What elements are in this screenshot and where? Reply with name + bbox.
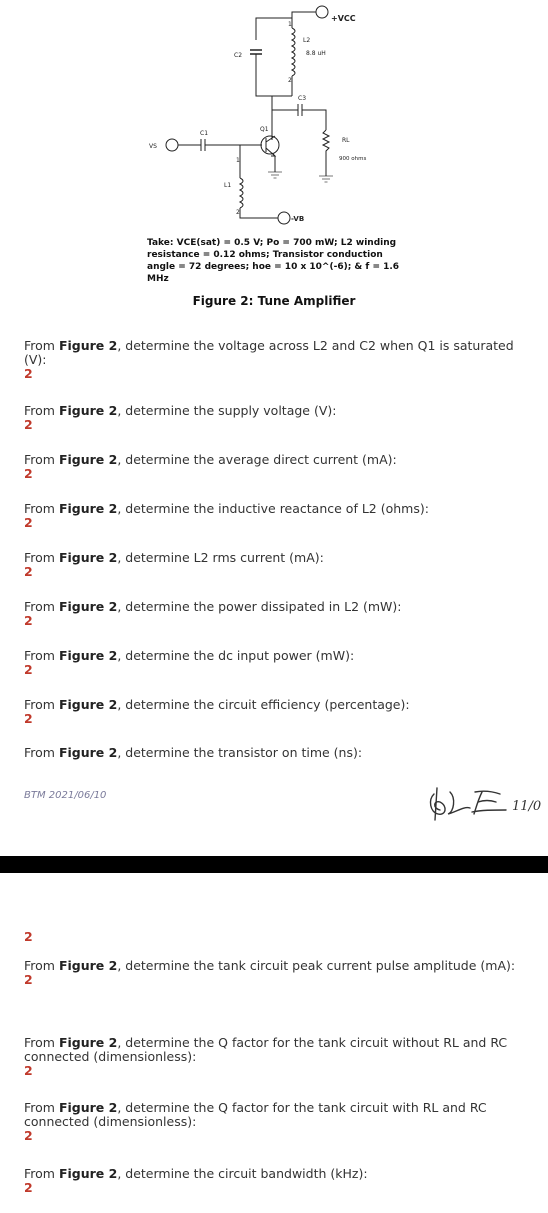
answer-value: 2 <box>24 466 33 481</box>
answer-value: 2 <box>24 662 33 677</box>
date-stamp: BTM 2021/06/10 <box>24 790 107 801</box>
vs-label: VS <box>149 143 157 150</box>
question-item: From Figure 2, determine the inductive reactance of L2 (ohms): 2 <box>24 502 530 529</box>
answer-value: 2 <box>24 711 33 726</box>
given-values: Take: VCE(sat) = 0.5 V; Po = 700 mW; L2 winding resistance = 0.12 ohms; Transistor conduction angle = 72 degrees; hoe = 10 x 10^(-6); & f = 1.6 MHz <box>147 238 400 284</box>
section-divider <box>0 856 548 873</box>
answer-value: 2 <box>24 929 33 944</box>
answer-value: 2 <box>24 972 33 987</box>
l2-value: 8.8 uH <box>306 50 326 57</box>
answer-value: 2 <box>24 613 33 628</box>
figure-caption: Figure 2: Tune Amplifier <box>192 294 356 308</box>
answer-value: 2 <box>24 1128 33 1143</box>
question-item: From Figure 2, determine the Q factor for the tank circuit without RL and RC connected (dimensionless): 2 <box>24 1036 530 1077</box>
vcc-label: +VCC <box>331 14 356 23</box>
l1-label: L1 <box>224 182 232 189</box>
c3-label: C3 <box>298 95 307 102</box>
l1-pin2: 2 <box>236 209 240 216</box>
answer-value: 2 <box>24 1180 33 1195</box>
rl-label: RL <box>342 137 350 144</box>
question-item: From Figure 2, determine the dc input power (mW): 2 <box>24 649 530 676</box>
l1-pin1: 1 <box>236 157 240 164</box>
vb-terminal <box>278 212 290 224</box>
l2-pin1: 1 <box>288 21 292 28</box>
answer-value: 2 <box>24 515 33 530</box>
vcc-terminal <box>316 6 328 18</box>
question-item: From Figure 2, determine L2 rms current (mA): 2 <box>24 551 530 578</box>
question-item: From Figure 2, determine the supply voltage (V): 2 <box>24 404 530 431</box>
c2-label: C2 <box>234 52 243 59</box>
answer-value: 2 <box>24 366 33 381</box>
answer-value: 2 <box>24 564 33 579</box>
l2-pin2: 2 <box>288 77 292 84</box>
question-item: From Figure 2, determine the transistor on time (ns): <box>24 745 363 760</box>
answer-value: 2 <box>24 417 33 432</box>
vb-label: -VB <box>291 215 305 223</box>
handwritten-signature <box>420 778 545 828</box>
question-item: From Figure 2, determine the tank circuit peak current pulse amplitude (mA): 2 <box>24 959 530 986</box>
q1-label: Q1 <box>260 126 269 133</box>
question-item: From Figure 2, determine the circuit bandwidth (kHz): 2 <box>24 1167 530 1194</box>
circuit-diagram <box>0 0 548 230</box>
rl-value: 900 ohms <box>339 156 367 162</box>
question-item: From Figure 2, determine the Q factor for the tank circuit with RL and RC connected (dimensionless): 2 <box>24 1101 530 1142</box>
vs-terminal <box>166 139 178 151</box>
question-item: From Figure 2, determine the circuit efficiency (percentage): 2 <box>24 698 530 725</box>
question-item: From Figure 2, determine the voltage across L2 and C2 when Q1 is saturated (V): 2 <box>24 339 530 380</box>
l2-label: L2 <box>303 37 311 44</box>
answer-value: 2 <box>24 1063 33 1078</box>
question-item: From Figure 2, determine the average direct current (mA): 2 <box>24 453 530 480</box>
c1-label: C1 <box>200 130 209 137</box>
question-item: From Figure 2, determine the power dissipated in L2 (mW): 2 <box>24 600 530 627</box>
signature-note: 11/0 <box>512 799 542 814</box>
